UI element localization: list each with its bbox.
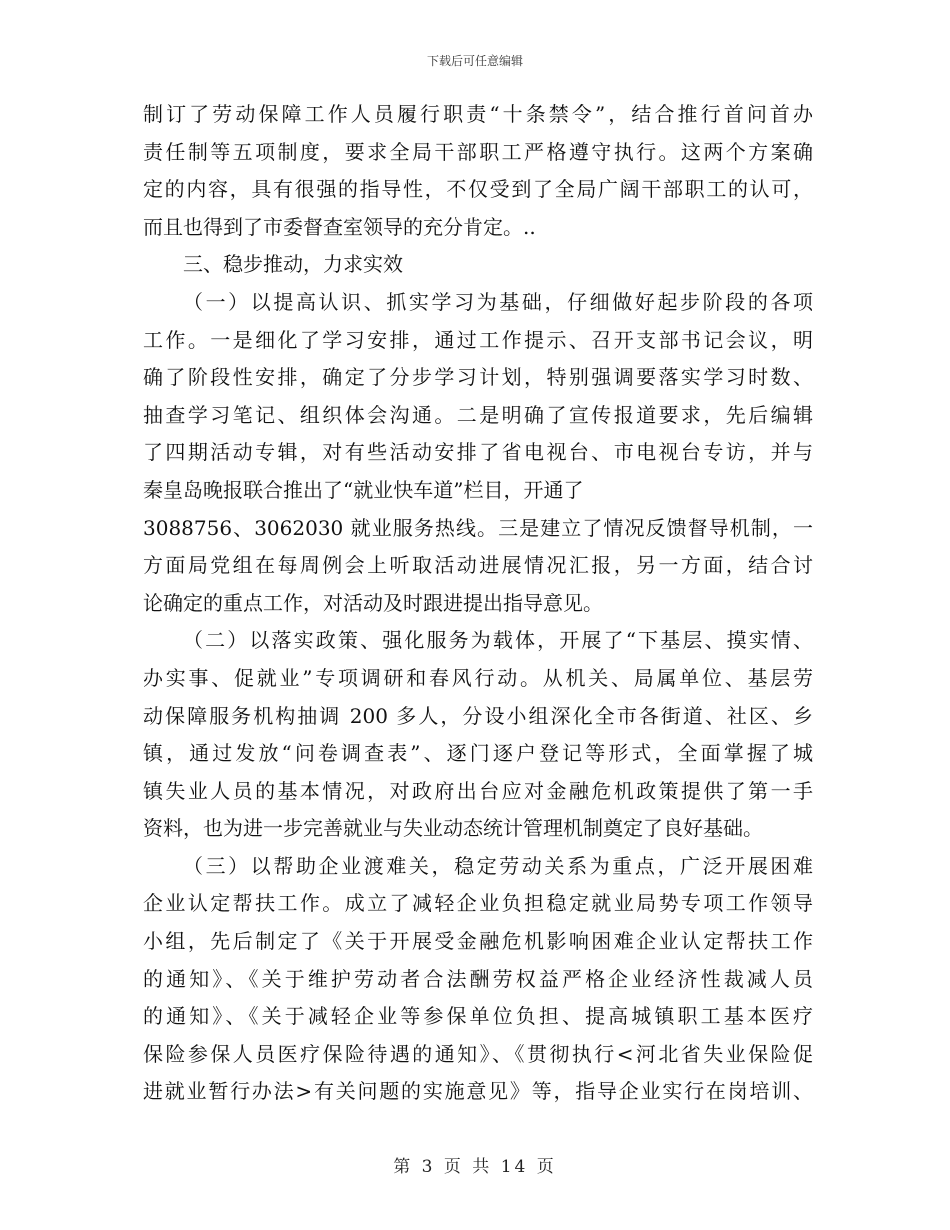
text-line: 秦皇岛晚报联合推出了“就业快车道”栏目，开通了 <box>143 477 584 502</box>
text-line: 方面局党组在每周例会上听取活动进展情况汇报，另一方面，结合讨 <box>143 553 813 578</box>
text-line: 小组，先后制定了《关于开展受金融危机影响困难企业认定帮扶工作 <box>143 929 813 954</box>
text-line: 而且也得到了市委督查室领导的充分肯定。.. <box>143 214 536 239</box>
text-line: 3088756、3062030 就业服务热线。三是建立了情况反馈督导机制，一 <box>143 515 813 540</box>
text-line: 进就业暂行办法>有关问题的实施意见》等，指导企业实行在岗培训、 <box>143 1079 813 1104</box>
text-line: 抽查学习笔记、组织体会沟通。二是明确了宣传报道要求，先后编辑 <box>143 402 813 427</box>
text-line: （一）以提高认识、抓实学习为基础，仔细做好起步阶段的各项 <box>183 289 813 314</box>
text-line: （二）以落实政策、强化服务为载体，开展了“下基层、摸实情、 <box>183 628 813 653</box>
text-line: 确了阶段性安排，确定了分步学习计划，特别强调要落实学习时数、 <box>143 365 813 390</box>
text-line: 资料，也为进一步完善就业与失业动态统计管理机制奠定了良好基础。 <box>143 816 763 841</box>
text-line: 企业认定帮扶工作。成立了减轻企业负担稳定就业局势专项工作领导 <box>143 891 813 916</box>
text-line: 定的内容，具有很强的指导性，不仅受到了全局广阔干部职工的认可， <box>143 177 813 202</box>
text-line: 制订了劳动保障工作人员履行职责“十条禁令”，结合推行首问首办 <box>143 102 813 126</box>
section-heading: 三、稳步推动，力求实效 <box>183 252 403 277</box>
text-line: 保险参保人员医疗保险待遇的通知》、《贯彻执行<河北省失业保险促 <box>143 1041 813 1066</box>
page-header-note: 下载后可任意编辑 <box>426 54 523 68</box>
page-number-footer: 第 3 页 共 14 页 <box>393 1157 557 1177</box>
text-line: 了四期活动专辑，对有些活动安排了省电视台、市电视台专访，并与 <box>143 440 813 465</box>
text-line: 责任制等五项制度，要求全局干部职工严格遵守执行。这两个方案确 <box>143 139 813 164</box>
text-line: 镇，通过发放“问卷调查表”、逐门逐户登记等形式，全面掌握了城 <box>143 741 813 766</box>
text-line: 镇失业人员的基本情况，对政府出台应对金融危机政策提供了第一手 <box>143 778 813 803</box>
text-line: 动保障服务机构抽调 200 多人，分设小组深化全市各街道、社区、乡 <box>143 703 813 728</box>
text-line: 办实事、促就业”专项调研和春风行动。从机关、局属单位、基层劳 <box>143 665 813 690</box>
text-line: （三）以帮助企业渡难关，稳定劳动关系为重点，广泛开展困难 <box>183 853 813 878</box>
text-line: 的通知》、《关于维护劳动者合法酬劳权益严格企业经济性裁减人员 <box>143 966 813 991</box>
text-line: 工作。一是细化了学习安排，通过工作提示、召开支部书记会议，明 <box>143 327 813 352</box>
text-line: 的通知》、《关于减轻企业等参保单位负担、提高城镇职工基本医疗 <box>143 1004 813 1029</box>
text-line: 论确定的重点工作，对活动及时跟进提出指导意见。 <box>143 590 603 615</box>
document-body <box>143 96 813 1111</box>
